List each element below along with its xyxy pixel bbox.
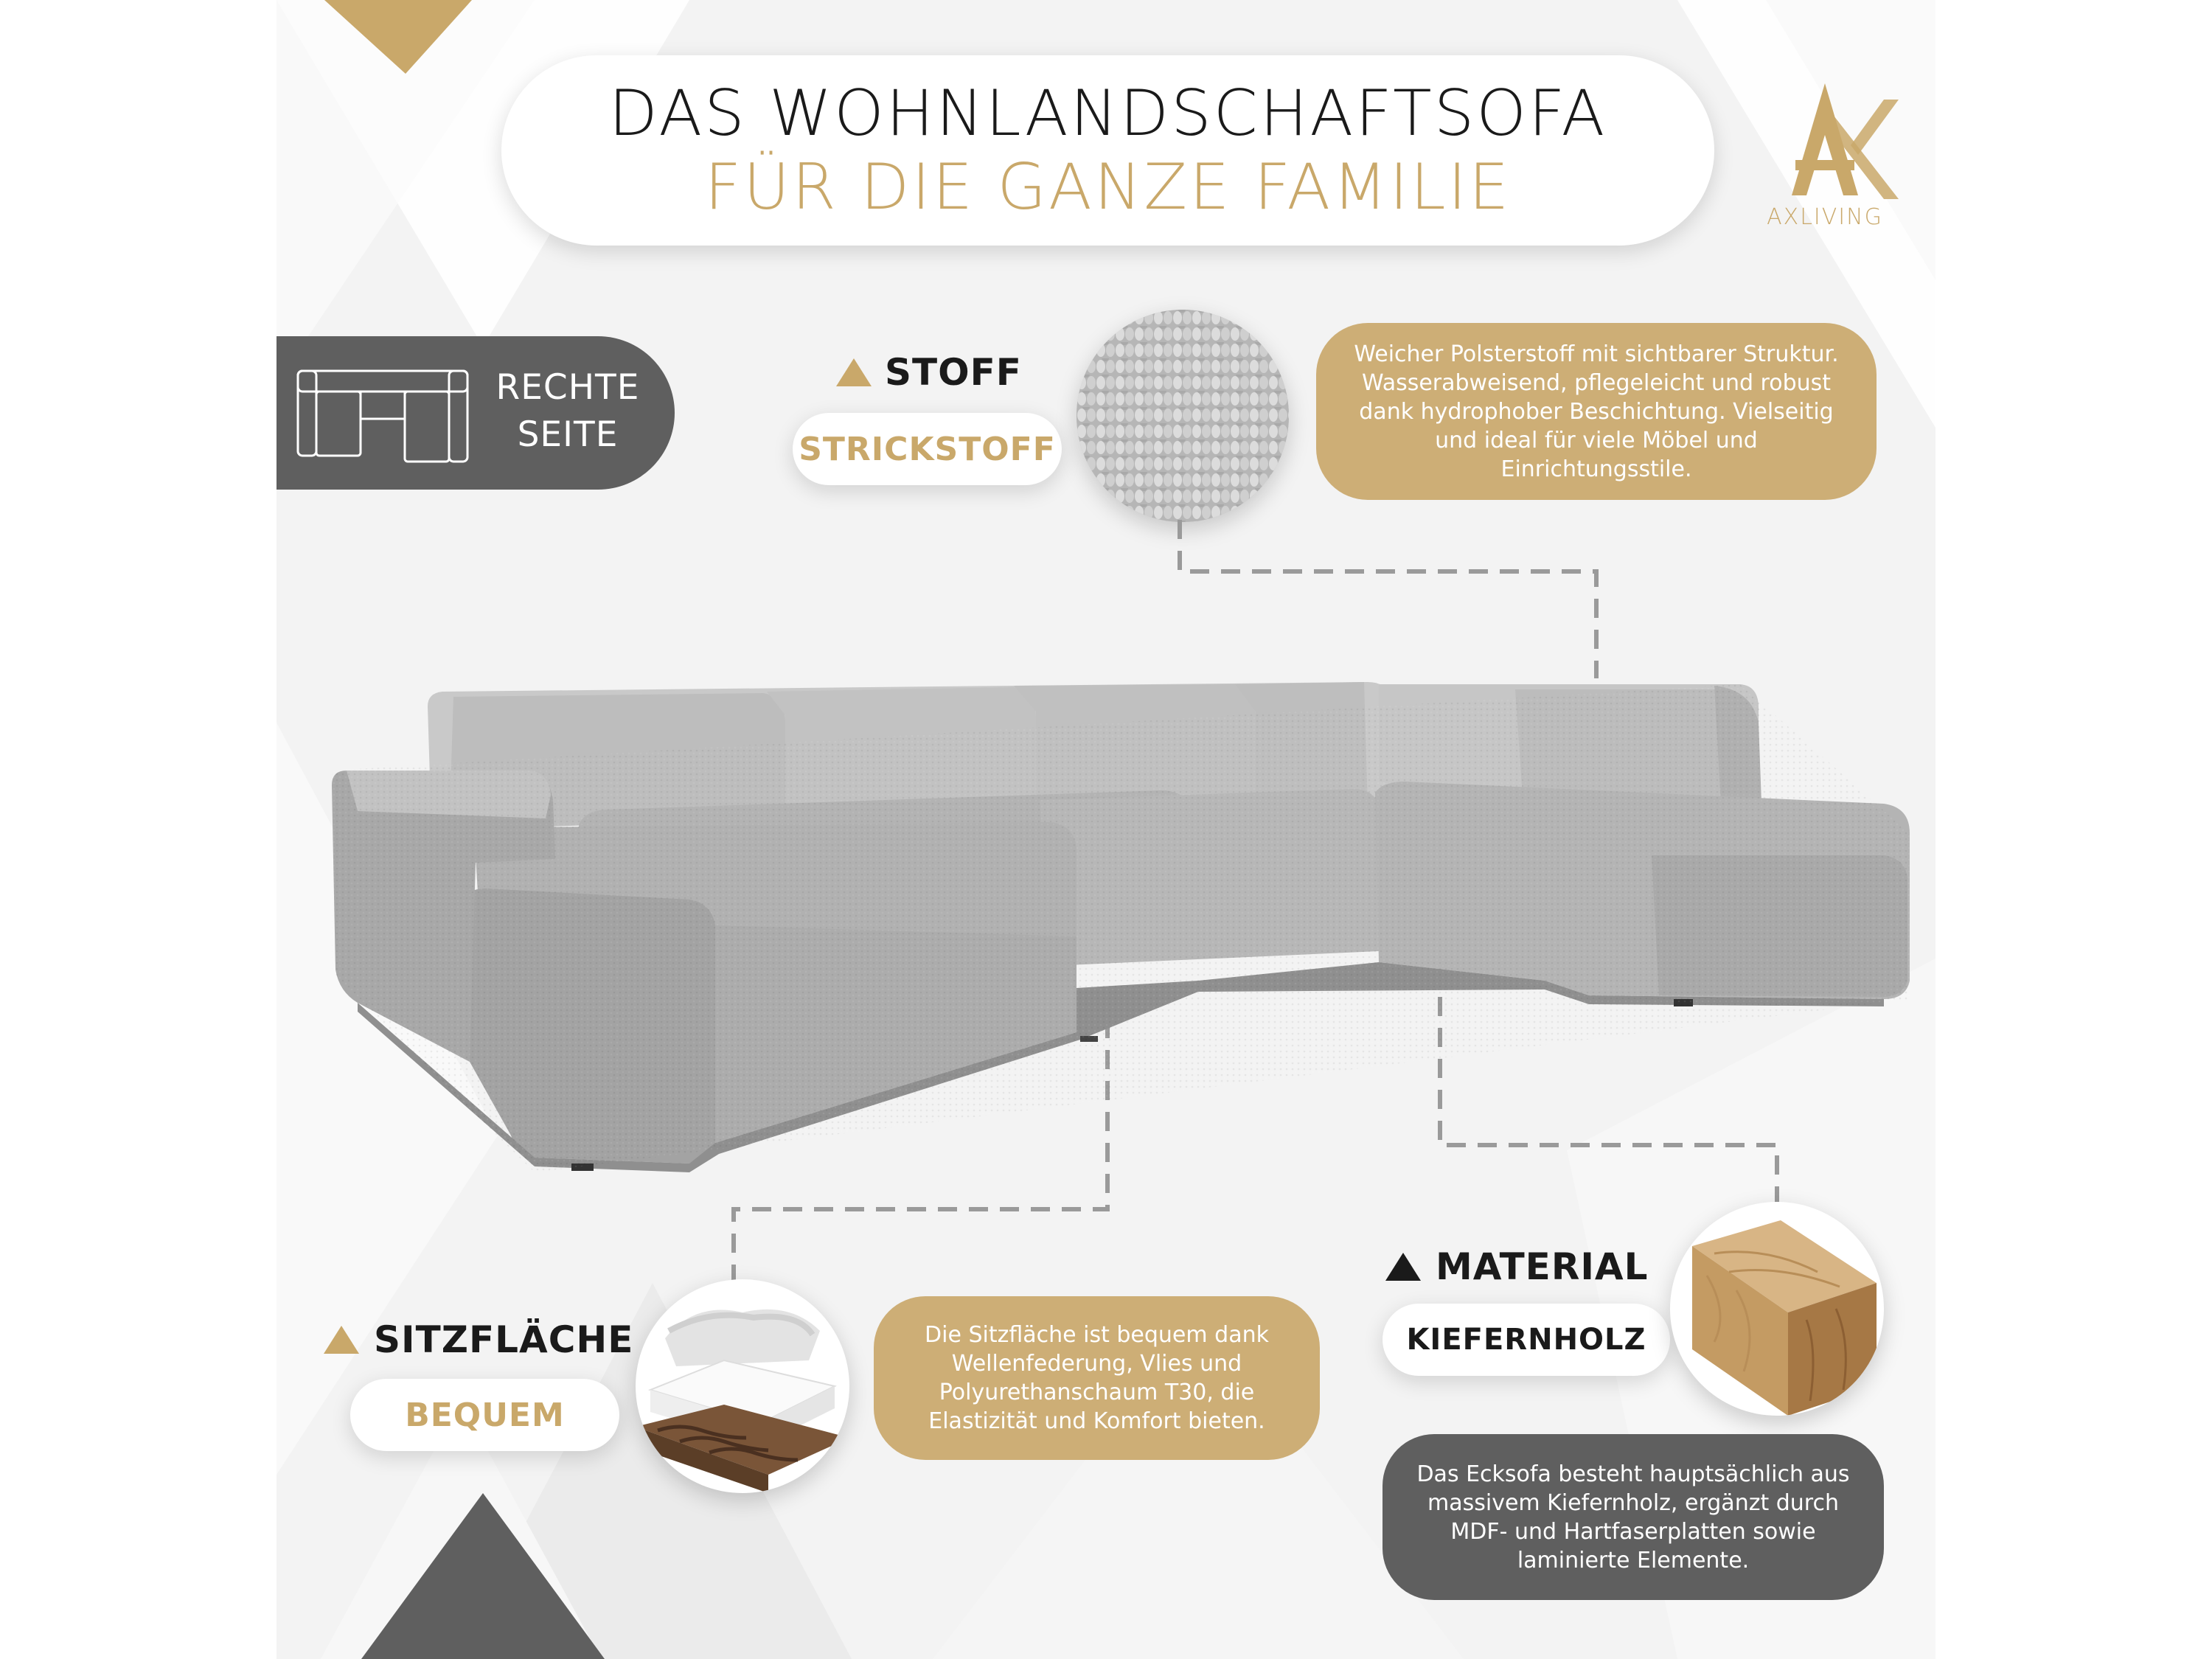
wood-sample-image [1670,1202,1884,1416]
material-description-bubble [1382,1434,1884,1600]
seat-description-bubble [874,1296,1320,1460]
product-infographic [276,0,1935,1659]
seat-construction-image [636,1279,849,1493]
seat-value: BEQUEM [405,1396,565,1434]
orientation-label-line-2: SEITE [517,414,619,455]
material-value: KIEFERNHOLZ [1406,1323,1646,1357]
seat-title-text: SITZFLÄCHE [374,1318,634,1361]
brand-name: AXLIVING [1767,204,1883,230]
seat-value-pill [350,1379,619,1451]
seat-description: Die Sitzfläche ist bequem dank Wellenfederung, Vlies und Polyurethanschaum T30, die Elastizität und Komfort bieten. [925,1322,1269,1434]
wood-block-icon [1670,1202,1884,1416]
dark-triangle-icon [1382,1248,1427,1285]
fabric-value: STRICKSTOFF [799,430,1056,468]
headline-line-1: DAS WOHNLANDSCHAFTSOFA [608,77,1607,150]
material-value-pill [1382,1304,1670,1376]
fabric-description: Weicher Polsterstoff mit sichtbarer Struktur. Wasserabweisend, pflegeleicht und robust dank hydrophober Beschichtung. Vielseitig und ideal für viele Möbel und Einrichtungsstile. [1354,341,1839,482]
fabric-title-text: STOFF [885,351,1022,394]
material-title-text: MATERIAL [1436,1245,1649,1288]
material-title [1382,1241,1649,1293]
gold-triangle-icon [321,1321,365,1358]
foam-layers-icon [636,1279,849,1493]
material-description: Das Ecksofa besteht hauptsächlich aus massivem Kiefernholz, ergänzt durch MDF- und Hartfaserplatten sowie laminierte Elemente. [1416,1461,1850,1573]
seat-title [321,1314,633,1366]
orientation-label-line-1: RECHTE [495,367,640,408]
headline-line-2: FÜR DIE GANZE FAMILIE [704,150,1512,224]
